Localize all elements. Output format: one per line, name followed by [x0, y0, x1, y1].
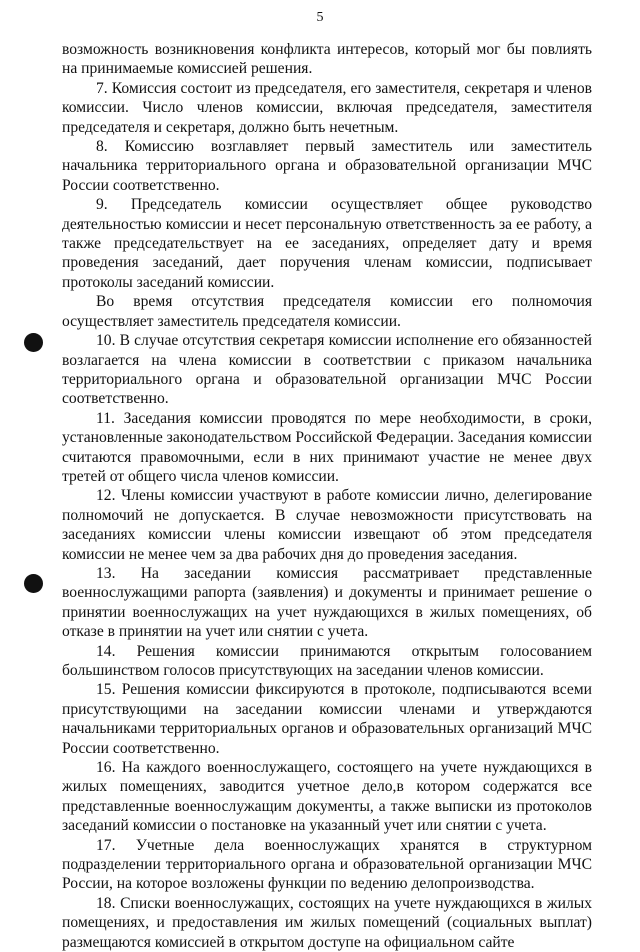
paragraph-10: 10. В случае отсутствия секретаря комиссии исполнение его обязанностей возлагается на члена комиссии в соответствии с приказом начальника территориального органа и образовательной организации МЧС России соответственно.	[62, 332, 592, 408]
paragraph-9: 9. Председатель комиссии осуществляет общее руководство деятельностью комиссии и несет персональную ответственность за ее работу, а также председательствует на ее заседаниях, определяет дату и время проведения заседаний, дает поручения членам комиссии, подписывает протоколы заседаний комиссии.	[62, 196, 592, 291]
paragraph-17: 17. Учетные дела военнослужащих хранятся в структурном подразделении территориального органа и образовательной организации МЧС России, на которое возложены функции по ведению делопроизводства.	[62, 836, 592, 893]
paragraph-18: 18. Списки военнослужащих, состоящих на учете нуждающихся в жилых помещениях, и предоставления им жилых помещений (социальных выплат) размещаются комиссией в открытом доступе на официальном сайте	[62, 894, 592, 951]
paragraph-13: 13. На заседании комиссия рассматривает представленные военнослужащими рапорта (заявления) и документы и принимает решение о принятии военнослужащих на учет нуждающихся в жилых помещениях, об отказе в принятии на учет или снятии с учета.	[62, 564, 592, 641]
paragraph-14: 14. Решения комиссии принимаются открытым голосованием большинством голосов присутствующих на заседании членов комиссии.	[62, 642, 592, 679]
punch-hole-upper	[24, 333, 43, 352]
page-number: 5	[316, 10, 324, 25]
paragraph-8: 8. Комиссию возглавляет первый заместитель или заместитель начальника территориального органа и образовательной организации МЧС России соответственно.	[62, 138, 592, 194]
document-body	[62, 40, 592, 952]
paragraph-11: 11. Заседания комиссии проводятся по мере необходимости, в сроки, установленные законодательством Российской Федерации. Заседания комиссии считаются правомочными, если в них принимают участие не менее двух третей от общего числа членов комиссии.	[62, 409, 592, 485]
paragraph-16: 16. На каждого военнослужащего, состоящего на учете нуждающихся в жилых помещениях, заводится учетное дело,в котором содержатся все представленные военнослужащим документы, а также выписки из протоколов заседаний комиссии о постановке на указанный учет или снятии с учета.	[62, 759, 592, 835]
paragraph-9-continued: Во время отсутствия председателя комиссии его полномочия осуществляет заместитель председателя комиссии.	[62, 293, 592, 330]
paragraph-7: 7. Комиссия состоит из председателя, его заместителя, секретаря и членов комиссии. Число членов комиссии, включая председателя, заместителя председателя и секретаря, должно быть нечетным.	[62, 79, 592, 136]
punch-hole-lower	[24, 574, 43, 593]
paragraph-continued: возможность возникновения конфликта интересов, который мог бы повлиять на принимаемые комиссией решения.	[62, 41, 592, 78]
paragraph-12: 12. Члены комиссии участвуют в работе комиссии лично, делегирование полномочий не допускается. В случае невозможности присутствовать на заседаниях комиссии члены комиссии извещают об этом председателя комиссии не менее чем за два рабочих дня до проведения заседания.	[62, 487, 592, 563]
paragraph-15: 15. Решения комиссии фиксируются в протоколе, подписываются всеми присутствующими на заседании комиссии членами и утверждаются начальниками территориальных органов и образовательных организаций МЧС России соответственно.	[62, 681, 592, 757]
